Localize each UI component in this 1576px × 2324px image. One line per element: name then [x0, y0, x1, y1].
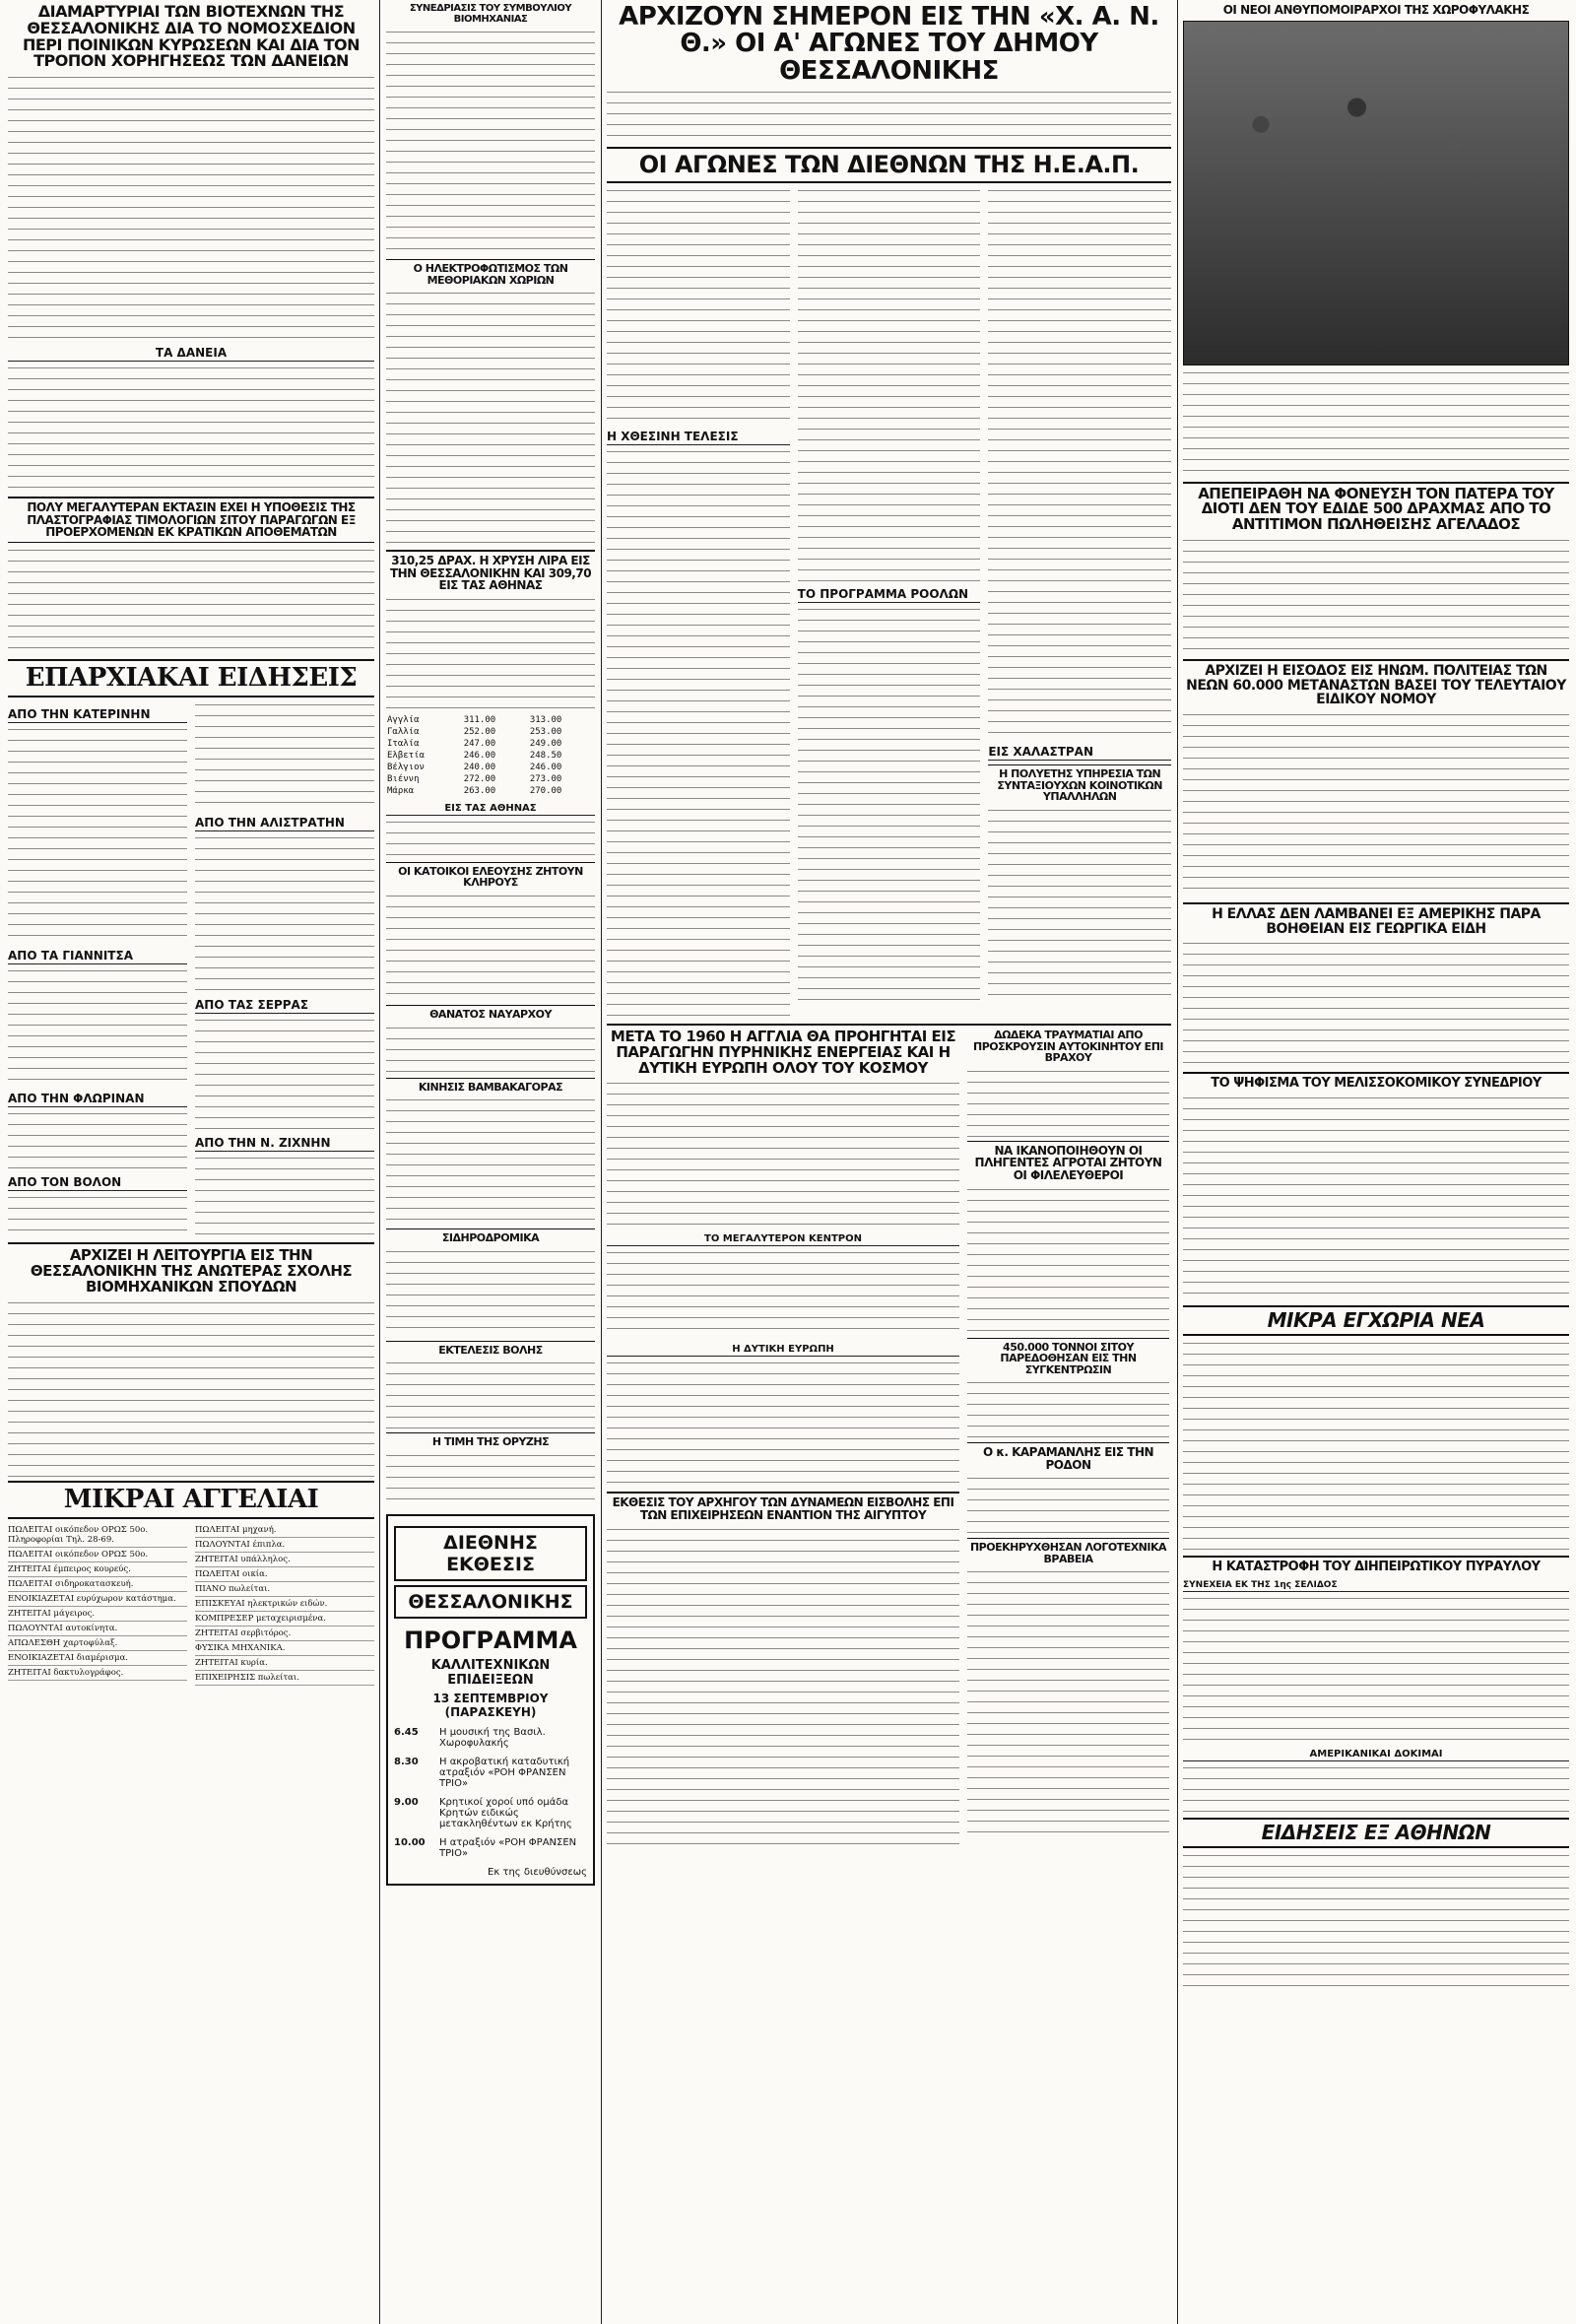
article-body [8, 74, 374, 340]
photo-gendarmerie [1183, 21, 1569, 365]
currency-name: Ιταλία [387, 738, 420, 749]
article-body [1183, 1764, 1569, 1814]
table-row [386, 726, 595, 738]
currency-buy: 252.00 [463, 726, 496, 737]
article-body [607, 1249, 959, 1338]
table-row [386, 714, 595, 726]
headline-travmatiai: ΔΩΔΕΚΑ ΤΡΑΥΜΑΤΙΑΙ ΑΠΟ ΠΡΟΣΚΡΟΥΣΙΝ ΑΥΤΟΚΙΝΗΤΟΥ ΕΠΙ ΒΡΑΧΟΥ [972, 1029, 1163, 1065]
article-body [1183, 940, 1569, 1068]
fair-desc: Η ατραξιόν «ΡΟΗ ΦΡΑΝΣΕΝ ΤΡΙΟ» [439, 1836, 577, 1859]
article-body [1183, 1852, 1569, 1990]
fair-program: ΠΡΟΓΡΑΜΜΑ [404, 1626, 577, 1654]
classified-ad: ΕΠΙΧΕΙΡΗΣΙΣ πωλείται. [195, 1671, 374, 1686]
headline-syntaxiouchoi: Η ΠΟΛΥΕΤΗΣ ΥΠΗΡΕΣΙΑ ΤΩΝ ΣΥΝΤΑΞΙΟΥΧΩΝ ΚΟΙΝΟΤΙΚΩΝ ΥΠΑΛΛΗΛΩΝ [988, 764, 1171, 803]
section-athinai: ΕΙΔΗΣΕΙΣ ΕΞ ΑΘΗΝΩΝ [1183, 1818, 1569, 1848]
fair-time: 9.00 [394, 1796, 419, 1808]
article-body [967, 1186, 1169, 1334]
currency-table [386, 714, 595, 797]
article-body [798, 606, 981, 1010]
headline-eleousa: ΟΙ ΚΑΤΟΙΚΟΙ ΕΛΕΟΥΣΗΣ ΖΗΤΟΥΝ ΚΛΗΡΟΥΣ [386, 862, 595, 889]
classified-ad: ΠΩΛΕΙΤΑΙ σιδηροκατασκευή. [8, 1577, 187, 1592]
column-rule [379, 0, 380, 2324]
headline-ilektrofotismos: Ο ΗΛΕΚΤΡΟΦΩΤΙΣΜΟΣ ΤΩΝ ΜΕΘΟΡΙΑΚΩΝ ΧΩΡΙΩΝ [386, 259, 595, 286]
fair-item [394, 1727, 587, 1749]
table-row [386, 738, 595, 750]
headline-lira: 310,25 ΔΡΑΧ. Η ΧΡΥΣΗ ΛΙΡΑ ΕΙΣ ΤΗΝ ΘΕΣΣΑΛΟΝΙΚΗΝ ΚΑΙ 309,70 ΕΙΣ ΤΑΣ ΑΘΗΝΑΣ [386, 550, 595, 592]
article-body [195, 834, 374, 992]
article-body [967, 1379, 1169, 1438]
article-body [8, 1194, 187, 1238]
article-body [195, 1155, 374, 1238]
fair-program-box [386, 1514, 595, 1886]
article-body [386, 1096, 595, 1225]
fair-time: 6.45 [394, 1726, 419, 1738]
currency-sell: 270.00 [529, 785, 562, 796]
article-body [8, 1110, 187, 1169]
classified-ad: ΠΩΛΕΙΤΑΙ μηχανή. [195, 1523, 374, 1538]
classified-ad: ΠΩΛΕΙΤΑΙ οικία. [195, 1567, 374, 1582]
article-body [195, 1017, 374, 1130]
classified-ad: ΖΗΤΕΙΤΑΙ κυρία. [195, 1656, 374, 1671]
currency-sell: 249.00 [529, 738, 562, 749]
fair-desc: Κρητικοί χοροί υπό ομάδα Κρητών ειδικώς μετακληθέντων εκ Κρήτης [439, 1796, 572, 1829]
photo-image [1183, 21, 1569, 365]
article-body [607, 1080, 959, 1228]
headline-vamvakagora: ΚΙΝΗΣΙΣ ΒΑΜΒΑΚΑΓΟΡΑΣ [386, 1078, 595, 1094]
classified-ad: ΠΩΛΕΙΤΑΙ οικόπεδον ΟΡΩΣ 50ο. [8, 1548, 187, 1562]
currency-sell: 313.00 [529, 714, 562, 725]
classified-ad: ΕΠΙΣΚΕΥΑΙ ηλεκτρικών ειδών. [195, 1597, 374, 1612]
headline-vraveia: ΠΡΟΕΚΗΡΥΧΘΗΣΑΝ ΛΟΓΟΤΕΧΝΙΚΑ ΒΡΑΒΕΙΑ [967, 1538, 1169, 1564]
article-body [386, 893, 595, 1001]
fair-time: 8.30 [394, 1756, 419, 1767]
currency-sell: 248.50 [529, 750, 562, 761]
subheading-teleси: Η ΧΘΕΣΙΝΗ ΤΕΛΕΣΙΣ [607, 430, 790, 445]
section-egchoria: ΜΙΚΡΑ ΕΓΧΩΡΙΑ ΝΕΑ [1183, 1305, 1569, 1336]
fair-desc: Η μουσική της Βασιλ. Χωροφυλακής [439, 1726, 546, 1749]
article-body [1183, 711, 1569, 898]
article-body [8, 547, 374, 655]
fair-item [394, 1837, 587, 1859]
headline-voli: ΕΚΤΕΛΕΣΙΣ ΒΟΛΗΣ [386, 1341, 595, 1357]
fair-time: 10.00 [394, 1836, 426, 1848]
subheading-daneia: ΤΑ ΔΑΝΕΙΑ [8, 346, 374, 362]
table-row [386, 773, 595, 785]
headline-aigyptos: ΕΚΘΕΣΙΣ ΤΟΥ ΑΡΧΗΓΟΥ ΤΩΝ ΔΥΝΑΜΕΩΝ ΕΙΣΒΟΛΗΣ ΕΠΙ ΤΩΝ ΕΠΙΧΕΙΡΗΣΕΩΝ ΕΝΑΝΤΙΟΝ ΤΗΣ ΑΙΓΥΠΤΟΥ [607, 1492, 959, 1521]
subheading-volos: ΑΠΟ ΤΟΝ ΒΟΛΟΝ [8, 1175, 187, 1191]
article-body [386, 1452, 595, 1506]
article-body [386, 1360, 595, 1428]
headline-plastografia: ΠΟΛΥ ΜΕΓΑΛΥΤΕΡΑΝ ΕΚΤΑΣΙΝ ΕΧΕΙ Η ΥΠΟΘΕΣΙΣ ΤΗΣ ΠΛΑΣΤΟΓΡΑΦΙΑΣ ΤΙΜΟΛΟΓΙΩΝ ΣΙΤΟΥ ΠΑΡΑΓΩΓΩΝ ΕΞ ΠΡΟΕΡΧΟΜΕΝΩΝ ΕΚ ΚΡΑΤΙΚΩΝ ΑΠΟΘΕΜΑΤΩΝ [8, 497, 374, 543]
headline-chanth: ΑΡΧΙΖΟΥΝ ΣΗΜΕΡΟΝ ΕΙΣ ΤΗΝ «Χ. Α. Ν. Θ.» ΟΙ Α' ΑΓΩΝΕΣ ΤΟΥ ΔΗΜΟΥ ΘΕΣΣΑΛΟΝΙΚΗΣ [619, 2, 1159, 86]
column-2 [386, 0, 595, 2324]
classified-ad: ΕΝΟΙΚΙΑΖΕΤΑΙ ευρύχωρον κατάστημα. [8, 1592, 187, 1607]
article-body [1183, 1595, 1569, 1743]
provincial-right [195, 701, 374, 1238]
currency-buy: 263.00 [463, 785, 496, 796]
article-body [988, 187, 1171, 739]
subheading-athinas: ΕΙΣ ΤΑΣ ΑΘΗΝΑΣ [386, 803, 595, 816]
article-body [386, 290, 595, 546]
lower-section [607, 1024, 1171, 1850]
headline-symvoulio: ΣΥΝΕΔΡΙΑΣΙΣ ΤΟΥ ΣΥΜΒΟΥΛΙΟΥ ΒΙΟΜΗΧΑΝΙΑΣ [409, 3, 572, 25]
article-body [607, 187, 790, 424]
article-body [8, 967, 187, 1086]
subheading-synecheia: ΣΥΝΕΧΕΙΑ ΕΚ ΤΗΣ 1ης ΣΕΛΙΔΟΣ [1183, 1580, 1569, 1592]
classified-ad: ΖΗΤΕΙΤΑΙ δακτυλογράφος. [8, 1666, 187, 1681]
classified-ad: ΦΥΣΙΚΑ ΜΗΧΑΝΙΚΑ. [195, 1641, 374, 1656]
sports-article [607, 187, 1171, 1020]
article-body [1183, 1095, 1569, 1301]
headline-biotechnon: ΔΙΑΜΑΡΤΥΡΙΑΙ ΤΩΝ ΒΙΟΤΕΧΝΩΝ ΤΗΣ ΘΕΣΣΑΛΟΝΙΚΗΣ ΔΙΑ ΤΟ ΝΟΜΟΣΧΕΔΙΟΝ ΠΕΡΙ ΠΟΙΝΙΚΩΝ ΚΥΡΩΣΕΩΝ ΚΑΙ ΔΙΑ ΤΟΝ ΤΡΟΠΟΝ ΧΟΡΗΓΗΣΕΩΣ ΤΩΝ ΔΑΝΕΙΩΝ [22, 2, 361, 71]
article-body [967, 1475, 1169, 1534]
fair-title: ΔΙΕΘΝΗΣ ΕΚΘΕΣΙΣ [394, 1526, 587, 1581]
headline-sitos: 450.000 ΤΟΝΝΟΙ ΣΙΤΟΥ ΠΑΡΕΔΟΘΗΣΑΝ ΕΙΣ ΤΗΝ ΣΥΓΚΕΝΤΡΩΣΙΝ [967, 1338, 1169, 1376]
provincial-left [8, 701, 187, 1238]
article-body [1183, 1340, 1569, 1552]
fair-subtitle: ΚΑΛΛΙΤΕΧΝΙΚΩΝ ΕΠΙΔΕΙΞΕΩΝ [430, 1657, 551, 1688]
article-body [386, 596, 595, 714]
fair-desc: Η ακροβατική καταδυτική ατραξιόν «ΡΟΗ ΦΡΑΝΣΕΝ ΤΡΙΟ» [439, 1756, 570, 1789]
headline-metanastes: ΑΡΧΙΖΕΙ Η ΕΙΣΟΔΟΣ ΕΙΣ ΗΝΩΜ. ΠΟΛΙΤΕΙΑΣ ΤΩΝ ΝΕΩΝ 60.000 ΜΕΤΑΝΑΣΤΩΝ ΒΑΣΕΙ ΤΟΥ ΤΕΛΕΥΤΑΙΟΥ ΕΙΔΙΚΟΥ ΝΟΜΟΥ [1183, 659, 1569, 707]
provincial-news [8, 701, 374, 1238]
section-eparchiakai: ΕΠΑΡΧΙΑΚΑΙ ΕΙΔΗΣΕΙΣ [8, 659, 374, 697]
section-ads: ΜΙΚΡΑΙ ΑΓΓΕΛΙΑΙ [8, 1481, 374, 1519]
subheading-kentron: ΤΟ ΜΕΓΑΛΥΤΕΡΟΝ ΚΕΝΤΡΟΝ [607, 1233, 959, 1246]
currency-name: Αγγλία [387, 714, 420, 725]
headline-oryza: Η ΤΙΜΗ ΤΗΣ ΟΡΥΖΗΣ [386, 1432, 595, 1448]
article-body [8, 1299, 374, 1477]
currency-buy: 247.00 [463, 738, 496, 749]
article-body [967, 1568, 1169, 1834]
subheading-programma: ΤΟ ΠΡΟΓΡΑΜΜΑ ΡΟΟΛΩΝ [798, 587, 981, 603]
article-body [8, 726, 187, 943]
currency-name: Γαλλία [387, 726, 420, 737]
lower-left [607, 1026, 959, 1850]
headline-anglia: ΜΕΤΑ ΤΟ 1960 Η ΑΓΓΛΙΑ ΘΑ ΠΡΟΗΓΗΤΑΙ ΕΙΣ ΠΑΡΑΓΩΓΗΝ ΠΥΡΗΝΙΚΗΣ ΕΝΕΡΓΕΙΑΣ ΚΑΙ Η ΔΥΤΙΚΗ ΕΥΡΩΠΗ ΟΛΟΥ ΤΟΥ ΚΟΣΜΟΥ [610, 1028, 956, 1077]
article-body [1183, 369, 1569, 478]
fair-city: ΘΕΣΣΑΛΟΝΙΚΗΣ [394, 1585, 587, 1619]
currency-buy: 272.00 [463, 773, 496, 784]
fair-date: 13 ΣΕΠΤΕΜΒΡΙΟΥ (ΠΑΡΑΣΚΕΥΗ) [432, 1691, 549, 1719]
subheading-alistrati: ΑΠΟ ΤΗΝ ΑΛΙΣΤΡΑΤΗΝ [195, 816, 374, 831]
article-body [967, 1068, 1169, 1137]
article-body [386, 1248, 595, 1337]
headline-karamanlis: Ο κ. ΚΑΡΑΜΑΝΛΗΣ ΕΙΣ ΤΗΝ ΡΟΔΟΝ [967, 1442, 1169, 1471]
currency-sell: 253.00 [529, 726, 562, 737]
article-body [386, 1025, 595, 1074]
currency-name: Βιέννη [387, 773, 420, 784]
headline-melissokomiko: ΤΟ ΨΗΦΙΣΜΑ ΤΟΥ ΜΕΛΙΣΣΟΚΟΜΙΚΟΥ ΣΥΝΕΔΡΙΟΥ [1183, 1072, 1569, 1091]
article-body [386, 819, 595, 858]
classified-ad: ΠΙΑΝΟ πωλείται. [195, 1582, 374, 1597]
currency-name: Μάρκα [387, 785, 415, 796]
subheading-giannitsa: ΑΠΟ ΤΑ ΓΙΑΝΝΙΤΣΑ [8, 949, 187, 964]
headline-pyravlos: Η ΚΑΤΑΣΤΡΟΦΗ ΤΟΥ ΔΙΗΠΕΙΡΩΤΙΚΟΥ ΠΥΡΑΥΛΟΥ [1183, 1556, 1569, 1574]
article-body [607, 448, 790, 1020]
headline-sidirodromika: ΣΙΔΗΡΟΔΡΟΜΙΚΑ [386, 1228, 595, 1244]
classified-ad: ΕΝΟΙΚΙΑΖΕΤΑΙ διαμέρισμα. [8, 1651, 187, 1666]
fair-item [394, 1757, 587, 1789]
currency-name: Βέλγιον [387, 762, 425, 772]
subheading-katerini: ΑΠΟ ΤΗΝ ΚΑΤΕΡΙΝΗΝ [8, 707, 187, 723]
article-body [607, 1526, 959, 1851]
article-body [195, 701, 374, 810]
subheading-dokimai: ΑΜΕΡΙΚΑΝΙΚΑΙ ΔΟΚΙΜΑΙ [1183, 1749, 1569, 1761]
classified-ad: ΠΩΛΕΙΤΑΙ οικόπεδον ΟΡΩΣ 50ο. Πληροφορίαι Τηλ. 28-69. [8, 1523, 187, 1548]
headline-voitheia: Η ΕΛΛΑΣ ΔΕΝ ΛΑΜΒΑΝΕΙ ΕΞ ΑΜΕΡΙΚΗΣ ΠΑΡΑ ΒΟΗΘΕΙΑΝ ΕΙΣ ΓΕΩΡΓΙΚΑ ΕΙΔΗ [1183, 902, 1569, 936]
fair-footer: Εκ της διευθύνσεως [488, 1866, 587, 1878]
classified-ads [8, 1523, 374, 1686]
classified-ad: ΠΩΛΟΥΝΤΑΙ έπιπλα. [195, 1538, 374, 1553]
classified-ad: ΖΗΤΕΙΤΑΙ μάγειρος. [8, 1607, 187, 1622]
table-row [386, 750, 595, 762]
table-row [386, 762, 595, 773]
subheading-zichni: ΑΠΟ ΤΗΝ Ν. ΖΙΧΝΗΝ [195, 1136, 374, 1152]
article-body [988, 807, 1171, 1004]
article-body [8, 365, 374, 493]
article-body [1183, 537, 1569, 655]
article-body [798, 187, 981, 581]
subheading-dytiki: Η ΔΥΤΙΚΗ ΕΥΡΩΠΗ [607, 1344, 959, 1357]
currency-sell: 273.00 [529, 773, 562, 784]
article-body [607, 1360, 959, 1488]
headline-heap: ΟΙ ΑΓΩΝΕΣ ΤΩΝ ΔΙΕΘΝΩΝ ΤΗΣ Η.Ε.Α.Π. [607, 147, 1171, 183]
currency-buy: 246.00 [463, 750, 496, 761]
sports-col [798, 187, 981, 1020]
fair-item [394, 1797, 587, 1829]
column-rule [601, 0, 602, 2324]
subheading-chalastra: ΕΙΣ ΧΑΛΑΣΤΡΑΝ [988, 745, 1171, 761]
classified-ad: ΖΗΤΕΙΤΑΙ υπάλληλος. [195, 1553, 374, 1567]
currency-buy: 240.00 [463, 762, 496, 772]
currency-name: Ελβετία [387, 750, 425, 761]
lower-right [967, 1026, 1169, 1850]
currency-sell: 246.00 [529, 762, 562, 772]
classified-ad: ΚΟΜΠΡΕΣΕΡ μεταχειρισμένα. [195, 1612, 374, 1627]
classified-ad: ΠΩΛΟΥΝΤΑΙ αυτοκίνητα. [8, 1622, 187, 1636]
headline-agrotai: ΝΑ ΙΚΑΝΟΠΟΙΗΘΟΥΝ ΟΙ ΠΛΗΓΕΝΤΕΣ ΑΓΡΟΤΑΙ ΖΗΤΟΥΝ ΟΙ ΦΙΛΕΛΕΥΘΕΡΟΙ [967, 1141, 1169, 1182]
photo-caption-headline: ΟΙ ΝΕΟΙ ΑΝΘΥΠΟΜΟΙΡΑΡΧΟΙ ΤΗΣ ΧΩΡΟΦΥΛΑΚΗΣ [1222, 3, 1530, 17]
currency-buy: 311.00 [463, 714, 496, 725]
column-rule [1177, 0, 1178, 2324]
table-row [386, 785, 595, 797]
sports-col [607, 187, 790, 1020]
classified-ad: ΖΗΤΕΙΤΑΙ έμπειρος κουρεύς. [8, 1562, 187, 1577]
subheading-florina: ΑΠΟ ΤΗΝ ΦΛΩΡΙΝΑΝ [8, 1092, 187, 1107]
classified-ad: ΑΠΩΛΕΣΘΗ χαρτοφύλαξ. [8, 1636, 187, 1651]
column-3 [607, 0, 1171, 2324]
classified-ad: ΖΗΤΕΙΤΑΙ σερβιτόρος. [195, 1627, 374, 1641]
column-1 [8, 0, 374, 2324]
headline-fonos: ΑΠΕΠΕΙΡΑΘΗ ΝΑ ΦΟΝΕΥΣΗ ΤΟΝ ΠΑΤΕΡΑ ΤΟΥ ΔΙΟΤΙ ΔΕΝ ΤΟΥ ΕΔΙΔΕ 500 ΔΡΑΧΜΑΣ ΑΠΟ ΤΟ ΑΝΤΙΤΙΜΟΝ ΠΩΛΗΘΕΙΣΗΣ ΑΓΕΛΑΔΟΣ [1183, 482, 1569, 533]
subheading-serres: ΑΠΟ ΤΑΣ ΣΕΡΡΑΣ [195, 998, 374, 1014]
article-body [607, 89, 1171, 143]
article-body [386, 29, 595, 255]
headline-navarchos: ΘΑΝΑΤΟΣ ΝΑΥΑΡΧΟΥ [386, 1005, 595, 1021]
column-4 [1183, 0, 1569, 2324]
sports-col [988, 187, 1171, 1020]
headline-scholi: ΑΡΧΙΖΕΙ Η ΛΕΙΤΟΥΡΓΙΑ ΕΙΣ ΤΗΝ ΘΕΣΣΑΛΟΝΙΚΗΝ ΤΗΣ ΑΝΩΤΕΡΑΣ ΣΧΟΛΗΣ ΒΙΟΜΗΧΑΝΙΚΩΝ ΣΠΟΥΔΩΝ [8, 1242, 374, 1295]
